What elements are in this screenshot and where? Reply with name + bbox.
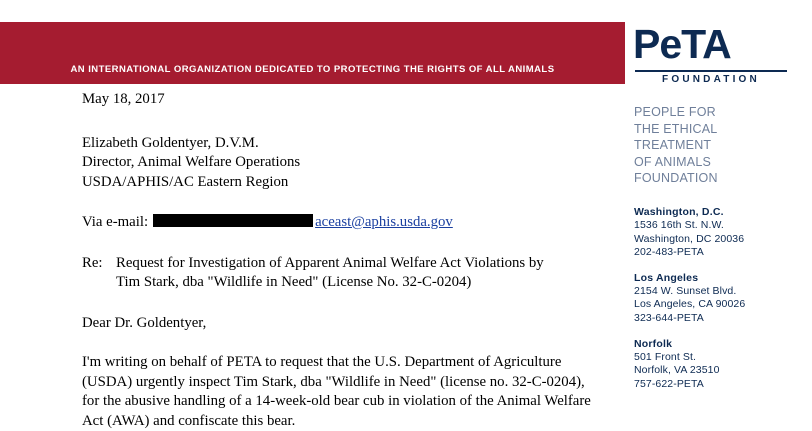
office-city: Washington, D.C. bbox=[634, 206, 724, 218]
tagline-line-2: THE ETHICAL bbox=[634, 121, 718, 136]
office-address-list bbox=[634, 205, 806, 402]
office-city-state-zip: Washington, DC 20036 bbox=[634, 232, 745, 245]
office-city: Los Angeles bbox=[634, 271, 699, 284]
peta-logo-foundation-label: FOUNDATION bbox=[662, 74, 760, 85]
salutation: Dear Dr. Goldentyer, bbox=[82, 314, 207, 331]
office-city: Norfolk bbox=[634, 337, 673, 350]
re-subject-line-1: Request for Investigation of Apparent Animal Welfare Act Violations by bbox=[116, 254, 544, 271]
peta-logo-wordmark: PeTA bbox=[633, 21, 731, 67]
tagline-line-5: FOUNDATION bbox=[634, 171, 718, 185]
re-label: Re: bbox=[82, 254, 103, 271]
office-phone: 757-622-PETA bbox=[634, 377, 704, 390]
email-link[interactable]: aceast@aphis.usda.gov bbox=[315, 214, 453, 230]
office-street: 2154 W. Sunset Blvd. bbox=[634, 284, 737, 297]
office-phone: 323-644-PETA bbox=[634, 311, 704, 324]
letter-date: May 18, 2017 bbox=[82, 91, 165, 107]
addressee-agency: USDA/APHIS/AC Eastern Region bbox=[82, 173, 289, 190]
addressee-name: Elizabeth Goldentyer, D.V.M. bbox=[82, 134, 259, 151]
office-entry bbox=[634, 205, 806, 260]
tagline-line-1: PEOPLE FOR bbox=[634, 105, 716, 119]
logo-divider-rule bbox=[635, 70, 787, 72]
tagline-line-3: TREATMENT bbox=[634, 138, 712, 152]
re-subject-block bbox=[82, 254, 602, 293]
via-label: Via e-mail: bbox=[82, 214, 149, 230]
body-paragraph-1: I'm writing on behalf of PETA to request that the U.S. Department of Agriculture (USDA) urgently inspect Tim Stark, dba "Wildlife in Need" (license no. 32-C-0204), for the abusive handling of a 14-week-old bear cub in violation of the Animal Welfare Act (AWA) and confiscate this bear. bbox=[82, 354, 591, 429]
re-subject-line-2: Tim Stark, dba "Wildlife in Need" (License No. 32-C-0204) bbox=[116, 274, 472, 290]
office-street: 501 Front St. bbox=[634, 350, 696, 363]
office-phone: 202-483-PETA bbox=[634, 246, 704, 259]
banner-tagline: AN INTERNATIONAL ORGANIZATION DEDICATED TO PROTECTING THE RIGHTS OF ALL ANIMALS bbox=[70, 64, 555, 75]
re-subject-text bbox=[116, 254, 602, 293]
organization-tagline bbox=[634, 104, 804, 187]
via-email-line bbox=[82, 213, 602, 233]
redaction-bar bbox=[153, 214, 313, 227]
addressee-block bbox=[82, 134, 602, 193]
letterhead-sidebar bbox=[625, 0, 812, 412]
office-entry bbox=[634, 337, 806, 392]
letter-body bbox=[82, 90, 602, 431]
office-city-state-zip: Norfolk, VA 23510 bbox=[634, 364, 720, 377]
office-street: 1536 16th St. N.W. bbox=[634, 219, 724, 231]
office-city-state-zip: Los Angeles, CA 90026 bbox=[634, 298, 746, 311]
tagline-line-4: OF ANIMALS bbox=[634, 154, 712, 169]
addressee-title: Director, Animal Welfare Operations bbox=[82, 154, 301, 170]
office-entry bbox=[634, 271, 806, 326]
header-banner bbox=[0, 22, 625, 84]
